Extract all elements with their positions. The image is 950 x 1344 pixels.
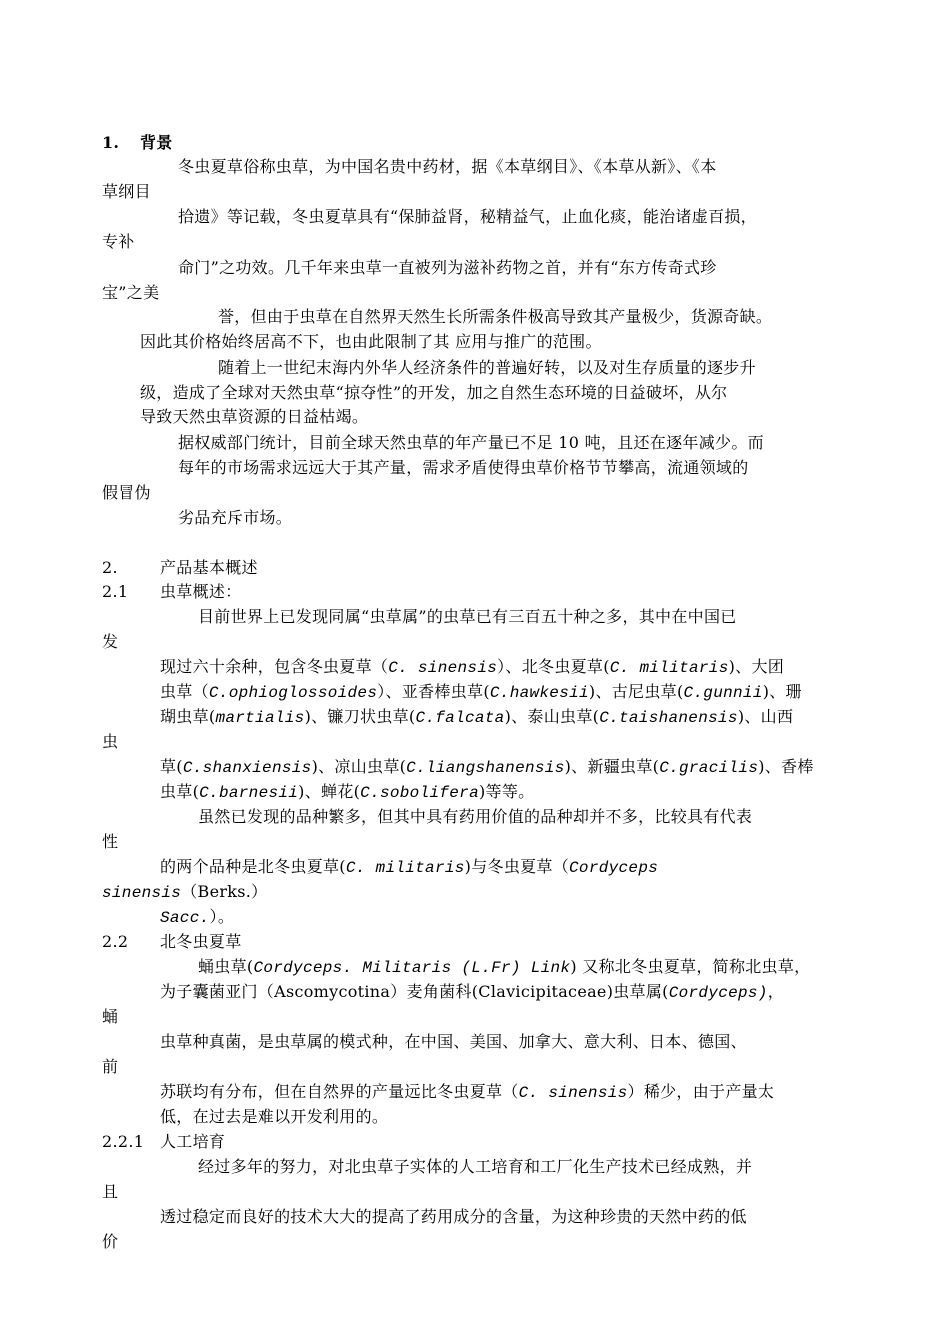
paragraph-line: 随着上一世纪末海内外华人经济条件的普遍好转，以及对生存质量的逐步升: [218, 358, 756, 377]
paragraph-line: [102, 880, 268, 905]
text-run: ）。: [209, 907, 235, 926]
paragraph-line: 据权威部门统计，目前全球天然虫草的年产量已不足 10 吨，且还在逐年减少。而: [178, 433, 764, 452]
species-name: C.liangshanensis: [406, 759, 565, 777]
species-name: C. militaris: [609, 659, 729, 677]
text-run: )、新疆虫草(: [564, 757, 660, 776]
species-name: C.sobolifera: [360, 784, 479, 802]
paragraph-line: 前: [102, 1057, 119, 1076]
text-run: )等等。: [479, 782, 535, 801]
section-2-2-1-number: 2.2.1: [102, 1132, 145, 1151]
text-run: ，: [767, 982, 785, 1001]
paragraph-line: [160, 780, 534, 805]
text-run: 瑚虫草(: [160, 707, 216, 726]
paragraph-line: 级，造成了全球对天然虫草“掠夺性”的开发，加之自然生态环境的日益破坏，从尔: [140, 383, 728, 402]
text-run: )与冬虫夏草（: [464, 857, 570, 876]
paragraph-line: 导致天然虫草资源的日益枯竭。: [140, 407, 369, 426]
paragraph-line: 经过多年的努力，对北虫草子实体的人工培育和工厂化生产技术已经成熟，并: [198, 1157, 753, 1176]
text-run: 为子囊菌亚门（Ascomycotina）麦角菌科(Clavicipitaceae)虫草属(: [160, 982, 669, 1001]
paragraph-line: 蛹: [102, 1007, 119, 1026]
species-name: sinensis: [102, 884, 182, 902]
species-name: Cordyceps: [569, 859, 659, 877]
text-run: )、香棒: [758, 757, 814, 776]
section-2-number: 2.: [102, 558, 118, 577]
paragraph-line: 宝”之美: [102, 283, 160, 302]
section-2-2-number: 2.2: [102, 932, 129, 951]
paragraph-line: 虽然已发现的品种繁多，但其中具有药用价值的品种却并不多，比较具有代表: [198, 807, 753, 826]
paragraph-line: 发: [102, 632, 119, 651]
paragraph-line: [160, 705, 793, 730]
text-run: 虫草（: [160, 682, 209, 701]
paragraph-line: 虫草种真菌，是虫草属的模式种，在中国、美国、加拿大、意大利、日本、德国、: [160, 1032, 747, 1051]
paragraph-line: [160, 980, 784, 1005]
species-name: Sacc.: [160, 909, 210, 927]
species-name: C.barnesii: [199, 784, 299, 802]
section-1-title: 背景: [140, 133, 173, 152]
species-name: C.taishanensis: [599, 709, 738, 727]
section-2-1-number: 2.1: [102, 582, 129, 601]
section-1-number: 1.: [102, 133, 120, 152]
paragraph-line: 专补: [102, 232, 135, 251]
text-run: 蛹虫草(: [198, 957, 254, 976]
section-2-2-title: 北冬虫夏草: [160, 932, 242, 951]
text-run: 现过六十余种，包含冬虫夏草（: [160, 657, 389, 676]
species-name: martialis: [215, 709, 305, 727]
text-run: )、山西: [737, 707, 794, 726]
paragraph-line: [160, 1080, 774, 1105]
text-run: )、古尼虫草(: [588, 682, 684, 701]
text-run: 草(: [160, 757, 183, 776]
paragraph-line: 虫: [102, 732, 119, 751]
text-run: )、蝉花(: [298, 782, 361, 801]
species-name: C.falcata: [415, 709, 505, 727]
species-name: C.gracilis: [659, 759, 759, 777]
text-run: 苏联均有分布，但在自然界的产量远比冬虫夏草（: [160, 1082, 519, 1101]
paragraph-line: [160, 855, 658, 880]
paragraph-line: 低，在过去是难以开发利用的。: [160, 1107, 389, 1126]
text-run: )、凉山虫草(: [311, 757, 407, 776]
species-name: C. militaris: [345, 859, 465, 877]
text-run: )、镰刀状虫草(: [304, 707, 416, 726]
paragraph-line: 每年的市场需求远远大于其产量，需求矛盾使得虫草价格节节攀高，流通领域的: [178, 458, 749, 477]
species-name: C.hawkesii: [489, 684, 589, 702]
text-run: )、泰山虫草(: [504, 707, 600, 726]
text-run: 的两个品种是北冬虫夏草(: [160, 857, 346, 876]
paragraph-line: [160, 655, 784, 680]
paragraph-line: 草纲目: [102, 182, 151, 201]
text-run: （Berks.）: [181, 882, 268, 901]
paragraph-line: 因此其价格始终居高不下，也由此限制了其 应用与推广的范围。: [140, 332, 602, 351]
paragraph-line: 誉，但由于虫草在自然界天然生长所需条件极高导致其产量极少，货源奇缺。: [218, 307, 773, 326]
species-name: C.shanxiensis: [182, 759, 312, 777]
paragraph-line: 假冒伪: [102, 483, 151, 502]
species-name: Cordyceps): [668, 984, 768, 1002]
paragraph-line: 命门”之功效。几千年来虫草一直被列为滋补药物之首，并有“东方传奇式珍: [178, 258, 717, 277]
paragraph-line: [160, 905, 234, 930]
text-run: ）稀少，由于产量太: [627, 1082, 775, 1101]
paragraph-line: 冬虫夏草俗称虫草，为中国名贵中药材，据《本草纲目》、《本草从新》、《本: [178, 157, 717, 176]
text-run: 虫草(: [160, 782, 200, 801]
paragraph-line: 价: [102, 1232, 119, 1251]
species-name: C. sinensis: [518, 1084, 628, 1102]
text-run: ）、北冬虫夏草(: [497, 657, 610, 676]
paragraph-line: [160, 680, 802, 705]
paragraph-line: 拾遗》等记载，冬虫夏草具有“保肺益肾，秘精益气，止血化痰，能治诸虚百损，: [178, 207, 757, 226]
paragraph-line: [160, 755, 814, 780]
text-run: )、大团: [728, 657, 785, 676]
text-run: )、珊: [762, 682, 802, 701]
species-name: C.gunnii: [683, 684, 763, 702]
section-2-1-title: 虫草概述：: [160, 582, 242, 601]
paragraph-line: 性: [102, 832, 119, 851]
paragraph-line: [198, 955, 810, 980]
text-run: ) 又称北冬虫夏草，简称北虫草，: [570, 957, 811, 976]
species-name: Cordyceps. Militaris (L.Fr) Link: [253, 959, 571, 977]
text-run: ）、亚香棒虫草(: [377, 682, 490, 701]
paragraph-line: 且: [102, 1182, 119, 1201]
paragraph-line: 劣品充斥市场。: [178, 508, 293, 527]
paragraph-line: 透过稳定而良好的技术大大的提高了药用成分的含量，为这种珍贵的天然中药的低: [160, 1207, 747, 1226]
section-2-title: 产品基本概述: [160, 558, 258, 577]
section-2-2-1-title: 人工培育: [160, 1132, 226, 1151]
species-name: C.ophioglossoides: [208, 684, 378, 702]
species-name: C. sinensis: [388, 659, 498, 677]
paragraph-line: 目前世界上已发现同属“虫草属”的虫草已有三百五十种之多，其中在中国已: [198, 607, 737, 626]
